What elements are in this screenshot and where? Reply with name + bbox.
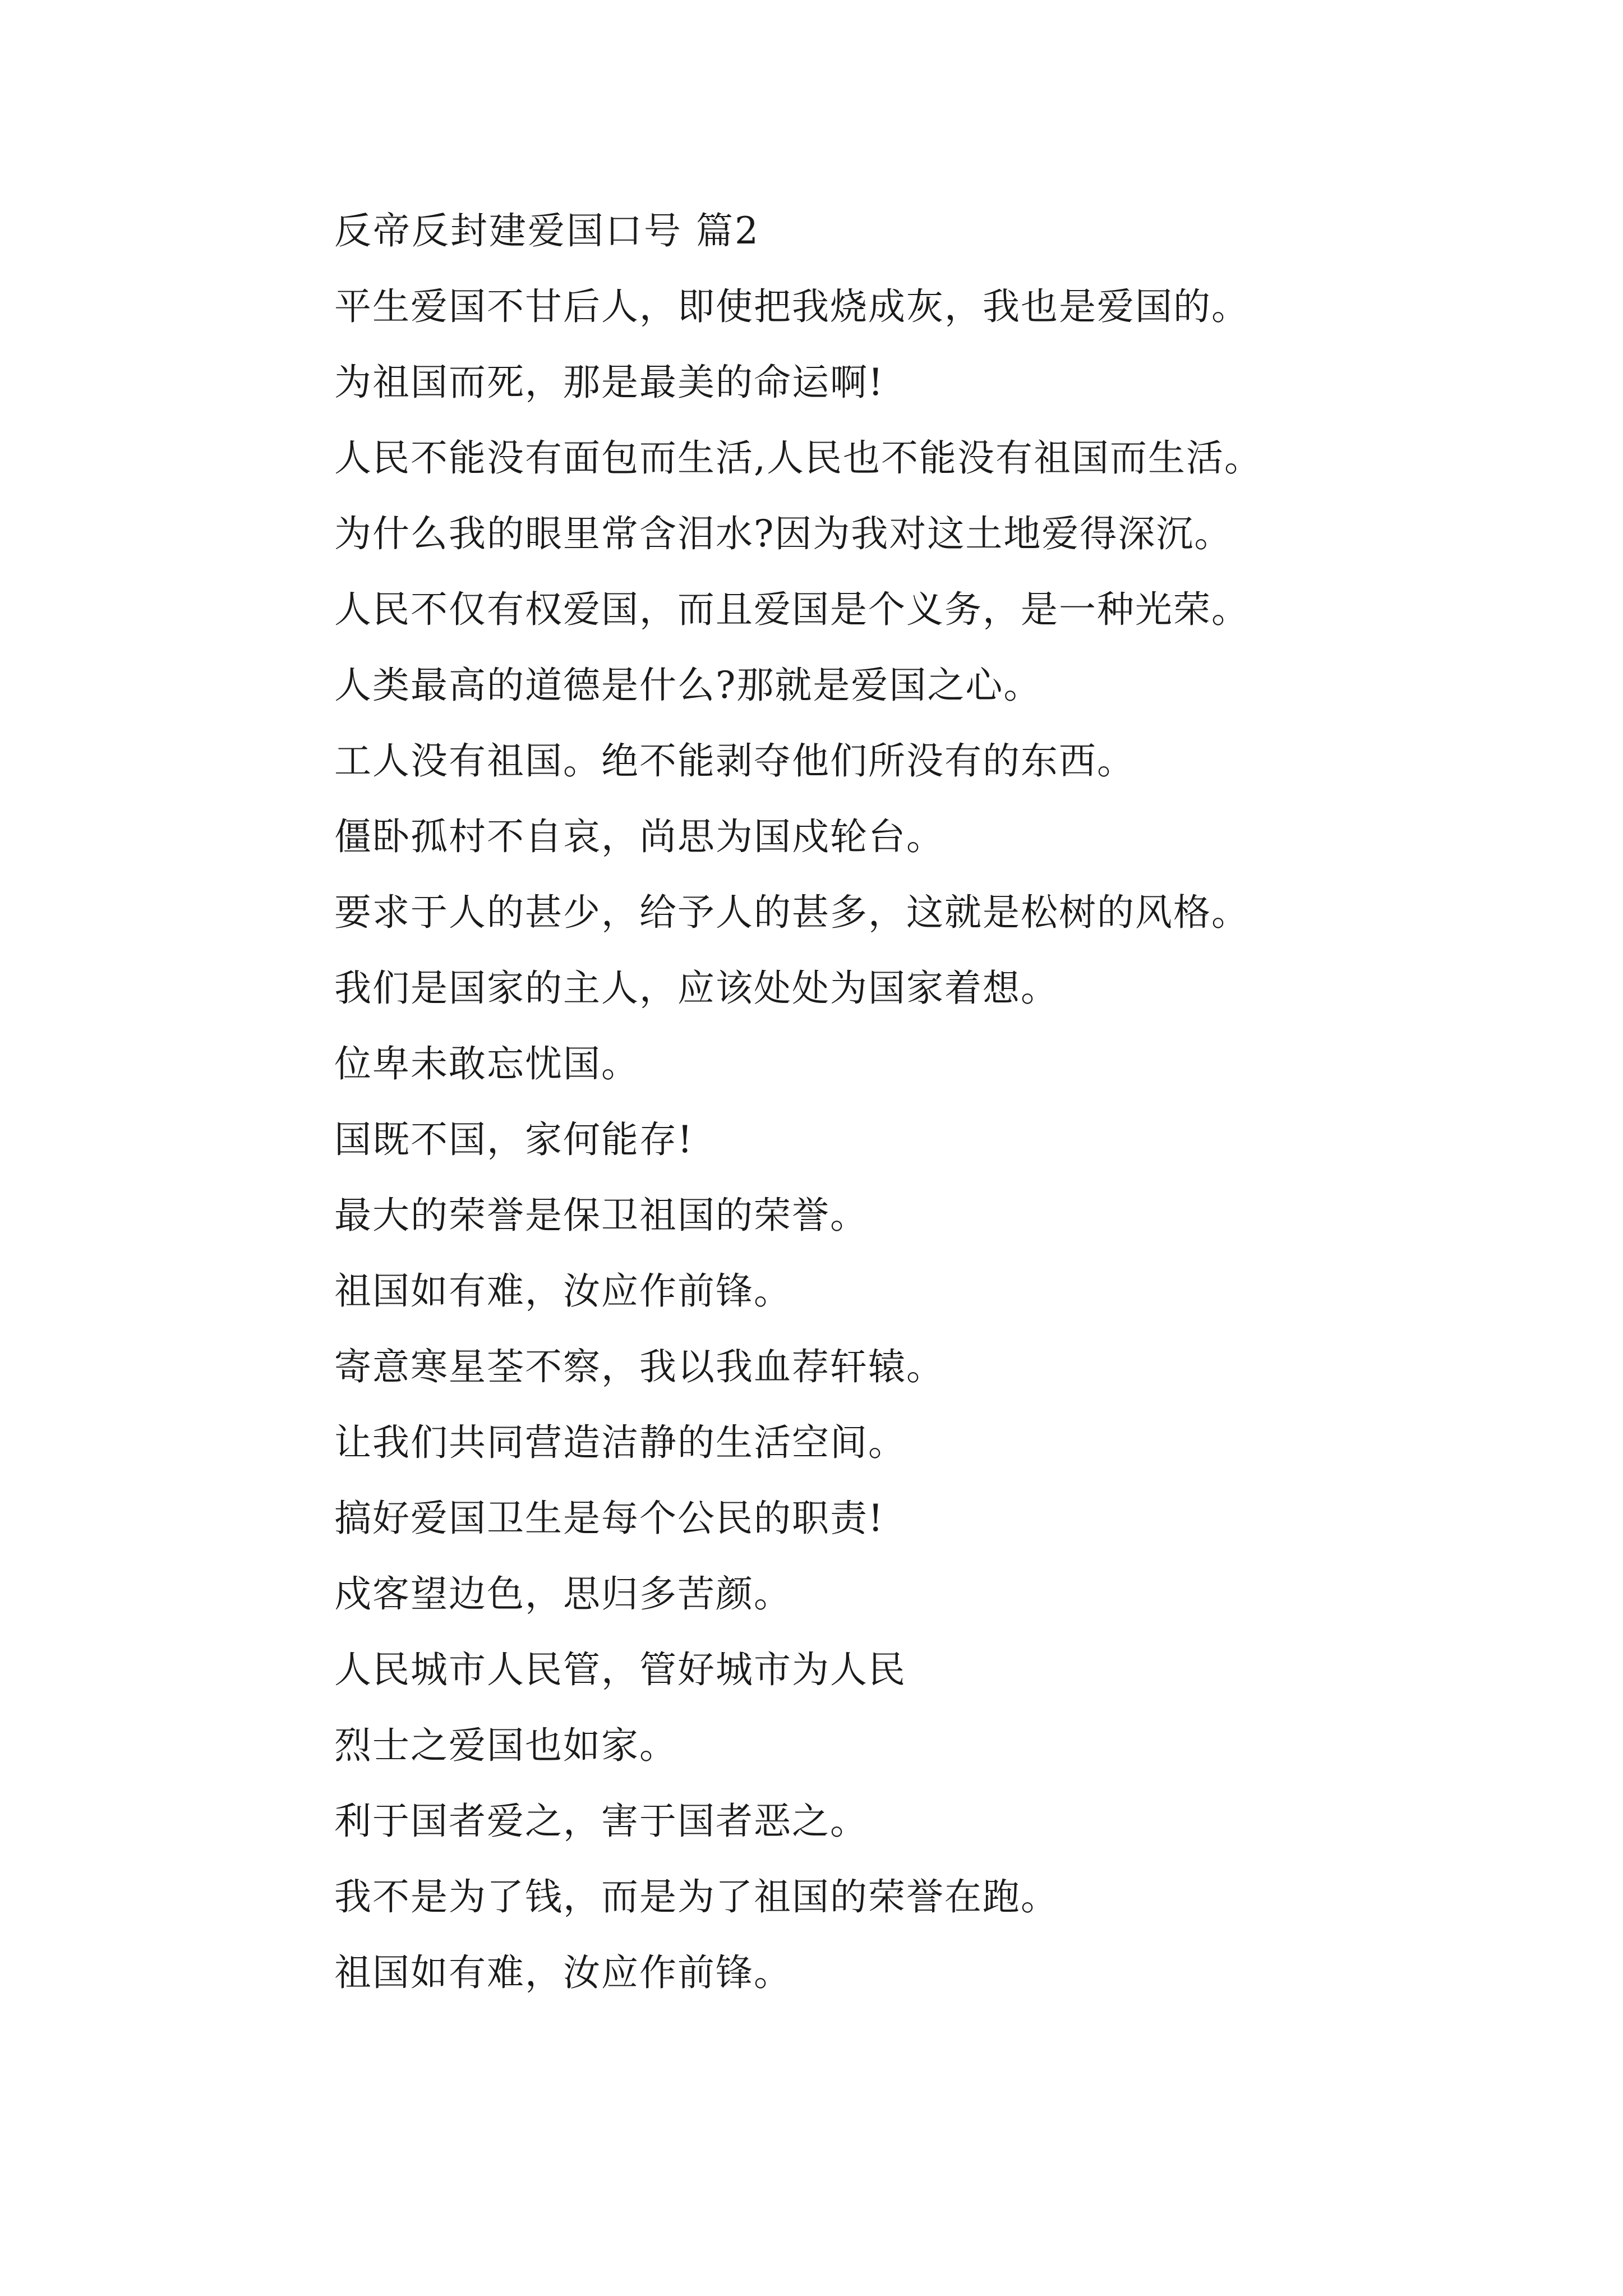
slogan-line: 平生爱国不甘后人，即使把我烧成灰，我也是爱国的。	[334, 285, 1249, 328]
slogan-line: 寄意寒星荃不察，我以我血荐轩辕。	[334, 1345, 944, 1388]
slogan-line: 最大的荣誉是保卫祖国的荣誉。	[334, 1194, 868, 1237]
section-heading: 反帝反封建爱国口号 篇2	[334, 209, 760, 252]
slogan-line: 祖国如有难，汝应作前锋。	[334, 1269, 792, 1313]
slogan-line: 人民不仅有权爱国，而且爱国是个义务，是一种光荣。	[334, 588, 1249, 631]
slogan-line: 要求于人的甚少，给予人的甚多，这就是松树的风格。	[334, 891, 1249, 934]
slogan-line: 让我们共同营造洁静的生活空间。	[334, 1421, 906, 1464]
slogan-line: 人民城市人民管，管好城市为人民	[334, 1648, 906, 1691]
slogan-line: 人类最高的道德是什么?那就是爱国之心。	[334, 664, 1042, 707]
slogan-line: 我不是为了钱，而是为了祖国的荣誉在跑。	[334, 1875, 1059, 1918]
slogan-line: 位卑未敢忘忧国。	[334, 1042, 639, 1085]
slogan-line: 人民不能没有面包而生活,人民也不能没有祖国而生活。	[334, 436, 1262, 480]
document-body	[334, 209, 1568, 2030]
slogan-line: 利于国者爱之，害于国者恶之。	[334, 1800, 868, 1843]
slogan-line: 搞好爱国卫生是每个公民的职责!	[334, 1497, 884, 1540]
slogan-line: 为什么我的眼里常含泪水?因为我对这土地爱得深沉。	[334, 512, 1233, 555]
slogan-line: 烈士之爱国也如家。	[334, 1724, 677, 1767]
slogan-line: 祖国如有难，汝应作前锋。	[334, 1951, 792, 1994]
slogan-line: 僵卧孤村不自哀，尚思为国戍轮台。	[334, 815, 944, 858]
slogan-line: 为祖国而死，那是最美的命运啊!	[334, 361, 884, 404]
slogan-line: 工人没有祖国。绝不能剥夺他们所没有的东西。	[334, 739, 1135, 783]
slogan-line: 国既不国，家何能存!	[334, 1118, 694, 1161]
slogan-line: 我们是国家的主人，应该处处为国家着想。	[334, 967, 1059, 1010]
slogan-line: 戍客望边色，思归多苦颜。	[334, 1572, 792, 1616]
